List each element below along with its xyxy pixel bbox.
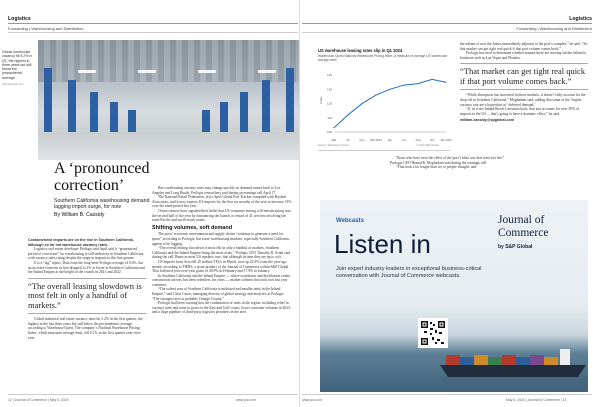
warehouse-ceiling (38, 40, 300, 82)
page-number: 12 (8, 398, 12, 402)
author-email[interactable]: william.cassidy@spglobal.com (460, 118, 515, 123)
header-rule (8, 23, 298, 24)
y-tick-label: 100 (326, 130, 332, 134)
ceiling-light (198, 70, 216, 73)
section-label: Logistics (8, 16, 31, 22)
y-tick-label: 140 (326, 73, 332, 78)
paragraph: “The overall leasing slowdown is most felt in only a handful of markets, Southern California and the Inland Empire being the most acute,” Prologis CEO Timothy D. Arndt said during the call. Rents in most US markets rose, that although in time they are up to soft. (152, 246, 291, 260)
paragraph: Prologis has tried to determine whether tenants there are moving further inland to locations such as Las Vegas and Phoenix. (460, 51, 587, 60)
data-point (375, 94, 376, 95)
x-tick-label: Mar (331, 138, 337, 142)
data-point (389, 89, 390, 90)
article-column-1 (28, 238, 146, 340)
journal-of-commerce-logo (498, 214, 584, 254)
article-column-2 (152, 186, 292, 315)
photo-credit: Shutterstock.com (2, 82, 24, 87)
chart-subtitle: Warehouse Quest National Warehouse Pricing Index, a measure of average US warehouse storage rates (318, 54, 448, 62)
leasing-rate-chart (318, 48, 450, 148)
paragraph: “If, as is the Inland Beach I mention back, that just accounts for over 50% of imports in the US ... that’s going to have a dramatic effect,” he said. (460, 107, 580, 116)
paragraph: Logistics real estate developer Prologis said April said it “pronounced period of correction” for warehousing is still underway in Southern California, with vacancy rates rising despite the surge in imports in the first quarter. (28, 247, 145, 261)
footer-right: May 6, 2024 | Journal of Commerce | 13 (506, 398, 567, 402)
paragraph: Global industrial real estate vacancy rates hit 5.2% in the first quarter, the highest in the last three years but still below the pre-pandemic average, according to Warehouse Quest. The company’s National Warehouse Pricing Index, which measures average rents, fell 0.1% in the first quarter year-over-year. (28, 317, 143, 340)
x-tick-label: Nov (359, 138, 365, 142)
container-ship-icon (440, 345, 588, 385)
subsection-label: Forwarding | Warehousing and Distribution (516, 26, 592, 31)
warehouse-floor (38, 132, 300, 160)
right-column (460, 42, 588, 123)
paragraph: US imports from Asia fell 20 million TEUs in March, rose up 22.6% from the year-ago month, according to PIERS, a sister product of the Journal of Commerce within S&P Global. That followed year-over-year gains of 40.9% in February and 17.9% in January. (152, 259, 290, 274)
page-number: 13 (562, 398, 567, 402)
ad-body: Join expert industry leaders in exceptional business-critical conversation with Journal of Commerce webcasts. (336, 266, 482, 279)
chart-plot (318, 64, 450, 144)
paragraph: In Southern California and the Inland Empire — where warehouse and distribution center construction activity has been relentless for years — market softness that took root last year continues. (152, 273, 291, 287)
logo-byline: by S&P Global (498, 244, 533, 250)
rack (262, 80, 270, 138)
header-subrule (302, 32, 592, 33)
paragraph: It is a “lag” report. Data from the long-term Prologis average of 6.6%, but an increase from ten in first dropped to 2% or lower in Southern California and the Inland Empire at the height of the crunch in 2021 and 2022. (28, 260, 145, 275)
data-point (445, 82, 446, 83)
paragraph: Ocean carriers have signaled their belief that US consumer buying will remain strong into the second half of the year by announcing the launch or restart of 41 services involving the trans-Pacific and north-south routes. (152, 208, 291, 223)
pullquote-rule (28, 313, 146, 314)
mid-column (390, 156, 510, 170)
data-point (403, 84, 404, 85)
data-point (361, 103, 362, 104)
paragraph: Those who have seen the effect of the port’s blast was that were not felt,” Prologis CEO Hamid R. Moghadam said during the earnings call. (390, 156, 505, 165)
lead-text: Containerized imports are on the rise in Southern California, although so far not warehouse vacancy rates. (28, 238, 134, 247)
pullquote: “The overall leasing slowdown is most felt in only a handful of markets.” (28, 280, 142, 310)
pullquote-rule (460, 89, 588, 90)
paragraph: But warehousing vacancy rates may change quickly on demand comes back to Los Angeles and Long Beach, Prologis researchers said during an earnings call April 17. (152, 186, 281, 195)
article-deck: Southern California warehousing demand lagging import surge, for now (54, 198, 150, 210)
x-tick-label: Apr (387, 138, 393, 142)
footer-url[interactable]: www.joc.com (236, 398, 256, 402)
x-tick-label: Mar 2023 (370, 138, 382, 142)
x-tick-label: Jul (346, 138, 350, 142)
y-tick-label: 110 (327, 115, 332, 120)
data-point (333, 127, 334, 128)
photo-caption-text: Global warehouse vacancy hit 5.2% in Q1, the highest in three years but still below the prepandemic average. (2, 50, 33, 80)
byline: By William B. Cassidy (54, 212, 105, 218)
subheading: Shifting volumes, soft demand (152, 224, 233, 231)
header-rule (302, 23, 592, 24)
subsection-label: Forwarding | Warehousing and Distribution (8, 26, 84, 31)
rack (286, 68, 294, 138)
paragraph: the advent of new the leases immediately adjacent to the port’s complex,” he said. “So that market can get right real quick if that port volume comes back.” (460, 42, 588, 51)
pullquote: “That market can get tight real quick if that port volume comes back.” (460, 66, 586, 86)
right-page (300, 0, 600, 407)
article-headline: A ‘pronounced correction’ (54, 160, 150, 194)
data-point (347, 114, 348, 115)
ceiling-light (138, 70, 156, 73)
chart-rule (318, 150, 450, 151)
warehouse-photo (38, 40, 300, 160)
issue-date: May 6, 2024 (506, 398, 525, 402)
footer-url[interactable]: www.joc.com (302, 398, 322, 402)
lead-paragraph (28, 238, 146, 247)
paragraph: “While absorption has increased in those markets, it doesn’t fully account for the drop-off in Southern California,” Moghadam said, adding that some of the “higher vacancy rate are a byproduct of ‘deferred demand.’ (460, 93, 586, 107)
publication-name: Journal of Commerce (527, 398, 560, 402)
chart-source: Source: Warehouse Quest (318, 144, 349, 147)
ceiling-light (258, 70, 276, 73)
x-tick-label: Oct (429, 138, 435, 142)
chart-title: US warehouse leasing rates slip in Q1 2024 (318, 48, 403, 53)
logo-line-1: Journal of (498, 214, 545, 226)
qr-code-icon[interactable] (418, 318, 448, 348)
chart-copyright: © 2024 S&P Global (416, 144, 439, 147)
footer-rule (302, 394, 592, 395)
issue-date: May 6, 2024 (49, 398, 69, 402)
y-tick-label: 120 (326, 101, 332, 106)
footer-rule (8, 394, 298, 395)
ad-tag: Webcasts (336, 218, 364, 224)
x-tick-label: Jan 2024 (440, 138, 452, 142)
footer-left: 12 | Journal of Commerce | May 6, 2024 (8, 398, 69, 402)
rack (68, 80, 76, 138)
series-line (334, 79, 446, 127)
data-point (417, 83, 418, 84)
section-label: Logistics (569, 16, 592, 22)
y-axis-label: Index (319, 96, 323, 104)
paragraph: “That took a lot longer than we or people thought, and (396, 165, 477, 170)
pullquote-rule (460, 63, 588, 64)
ad-title: Listen in (334, 229, 431, 259)
paragraph: Prologis had been warning that the combination of rents in the region, including relief in vacancy rates and rents to ports on the East and Gulf coasts, lower container volumes in 2023, and a large pipeline of third-party logistics providers in the area. (152, 301, 291, 315)
paragraph: “The softest area of Southern California is midsized and smaller units in the Inland Empire,” said Chris Caton, managing director of global strategy and analytics at Prologis. “The strongest area is probably Orange County.” (152, 287, 285, 301)
ceiling-light (78, 70, 96, 73)
photo-caption (2, 50, 36, 86)
x-tick-label: Aug (415, 138, 421, 142)
x-tick-label: Jun (401, 138, 407, 142)
logo-line-2: Commerce (498, 226, 549, 239)
data-point (431, 79, 432, 80)
paragraph: The National Retail Federation, in its April Global Port Tracker compiled with Hackett Associates, said it now expects US imports for the first six months of the year to increase 13% over the same period last year. (152, 195, 292, 209)
y-tick-label: 130 (326, 87, 332, 92)
publication-name: Journal of Commerce (14, 398, 47, 402)
pullquote-rule (28, 278, 146, 279)
paragraph: The ports’ economic environment and supply chains “continue to generate a need for space” according to Prologis, but some warehousing markets, especially Southern California, appear to be lagging. (152, 232, 290, 246)
header-subrule (8, 32, 298, 33)
webcast-advertisement[interactable] (320, 200, 588, 392)
rack (44, 68, 52, 138)
